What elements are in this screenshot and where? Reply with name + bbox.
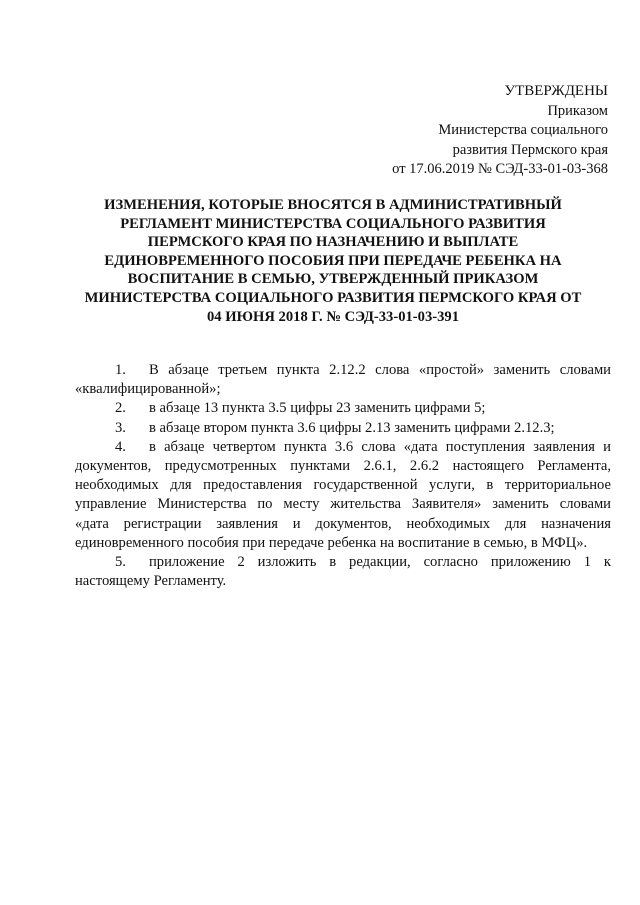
amendment-text: документов, предусмотренных пунктами 2.6.1, 2.6.2 настоящего Регламента,: [75, 458, 611, 475]
amendment-text: единовременного пособия при передаче ребенка на воспитание в семью, в МФЦ».: [75, 534, 588, 551]
amendment-line: [75, 515, 611, 534]
amendment-text: управление Министерства по месту жительства Заявителя» заменить словами: [75, 496, 611, 513]
amendment-first-line: [75, 419, 611, 438]
amendment-item: [75, 553, 611, 591]
approval-region-line: развития Пермского края: [452, 141, 608, 158]
amendment-number: 4.: [115, 438, 126, 455]
amendment-line: [75, 380, 611, 399]
amendment-line: [75, 495, 611, 514]
amendment-item: [75, 419, 611, 438]
amendment-line: [75, 534, 611, 553]
document-title: [72, 196, 594, 326]
amendment-item: [75, 361, 611, 399]
approval-order-number: от 17.06.2019 № СЭД-33-01-03-368: [392, 161, 608, 177]
amendment-item: [75, 399, 611, 418]
amendment-text: настоящему Регламенту.: [75, 573, 227, 590]
amendment-first-line: [75, 399, 611, 418]
title-line: МИНИСТЕРСТВА СОЦИАЛЬНОГО РАЗВИТИЯ ПЕРМСКОГО КРАЯ ОТ: [84, 289, 582, 306]
amendment-first-line: [75, 438, 611, 457]
title-line: 04 ИЮНЯ 2018 Г. № СЭД-33-01-03-391: [206, 308, 459, 325]
approval-ministry-line: Министерства социального: [438, 122, 608, 138]
approval-heading: УТВЕРЖДЕНЫ: [504, 83, 608, 99]
amendment-number: 5.: [115, 554, 126, 571]
amendment-line: [75, 572, 611, 591]
amendment-text: в абзаце втором пункта 3.6 цифры 2.13 заменить цифрами 2.12.3;: [149, 419, 555, 436]
amendment-text: приложение 2 изложить в редакции, согласно приложению 1 к: [149, 554, 611, 571]
amendment-number: 3.: [115, 419, 126, 436]
title-line: ПЕРМСКОГО КРАЯ ПО НАЗНАЧЕНИЮ И ВЫПЛАТЕ: [147, 234, 519, 251]
title-line: ВОСПИТАНИЕ В СЕМЬЮ, УТВЕРЖДЕННЫЙ ПРИКАЗОМ: [127, 271, 539, 288]
amendment-text: В абзаце третьем пункта 2.12.2 слова «простой» заменить словами: [149, 362, 611, 378]
amendment-text: «дата регистрации заявления и документов, необходимых для назначения: [75, 515, 611, 532]
amendments-list: [75, 361, 611, 591]
amendment-item: [75, 438, 611, 553]
amendment-text: в абзаце 13 пункта 3.5 цифры 23 заменить цифрами 5;: [149, 400, 486, 417]
amendment-line: [75, 457, 611, 476]
title-line: ИЗМЕНЕНИЯ, КОТОРЫЕ ВНОСЯТСЯ В АДМИНИСТРАТИВНЫЙ: [104, 197, 562, 213]
approval-order-label: Приказом: [547, 102, 608, 119]
amendment-text: в абзаце четвертом пункта 3.6 слова «дата поступления заявления и: [149, 438, 611, 455]
amendment-first-line: [75, 361, 611, 380]
approval-block: [392, 82, 608, 180]
title-line: ЕДИНОВРЕМЕННОГО ПОСОБИЯ ПРИ ПЕРЕДАЧЕ РЕБЕНКА НА: [104, 252, 562, 269]
amendment-text: «квалифицированной»;: [75, 381, 221, 398]
title-line: РЕГЛАМЕНТ МИНИСТЕРСТВА СОЦИАЛЬНОГО РАЗВИТИЯ: [120, 215, 546, 232]
amendment-text: необходимых для предоставления государственной услуги, в территориальное: [75, 477, 611, 494]
amendment-first-line: [75, 553, 611, 572]
amendment-number: 2.: [115, 400, 126, 417]
amendment-number: 1.: [115, 362, 126, 378]
amendment-line: [75, 476, 611, 495]
